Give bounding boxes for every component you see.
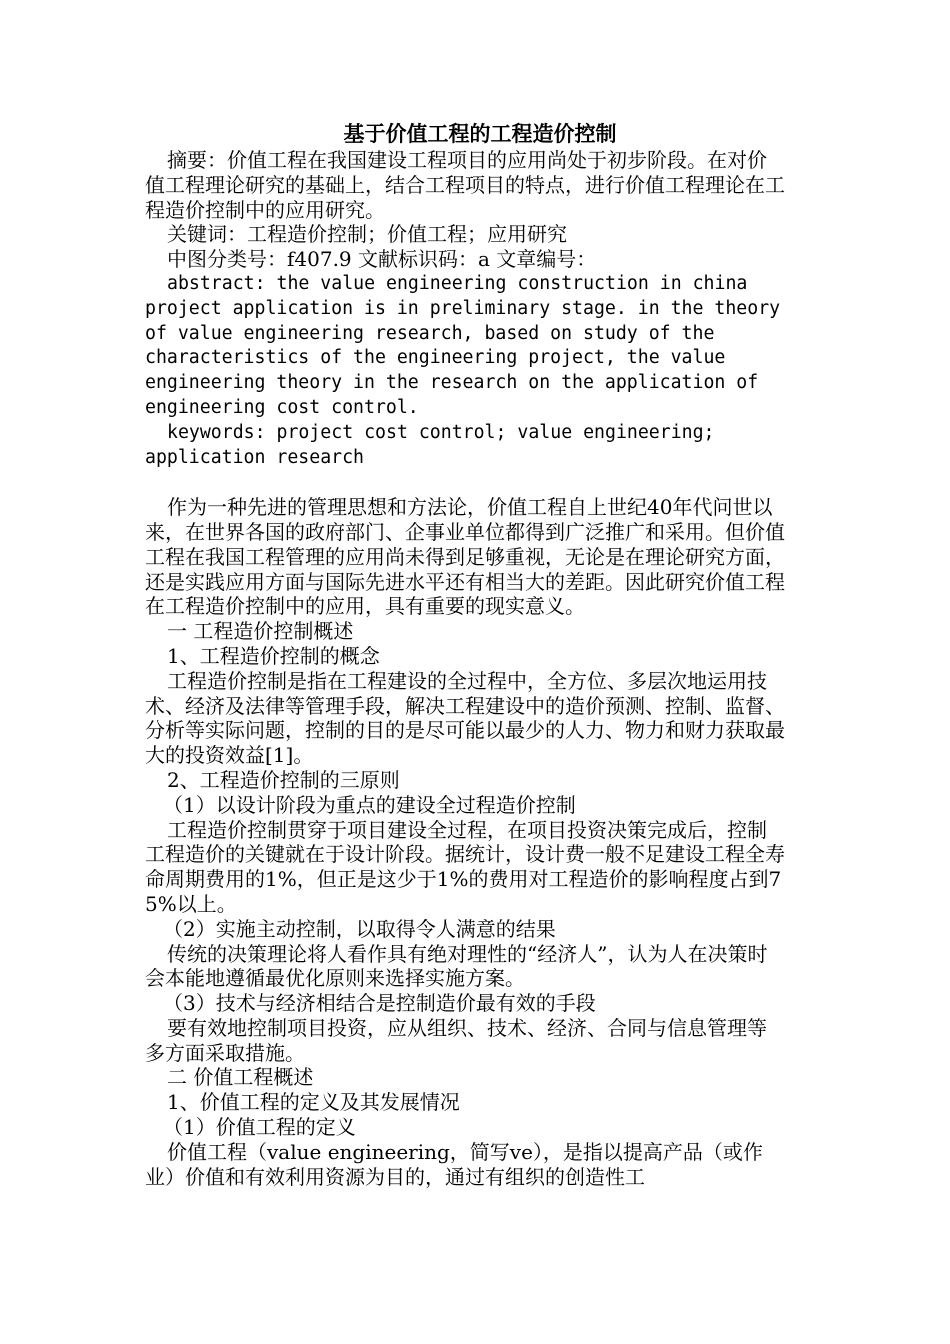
abstract-en: abstract: the value engineering construction in china project application is in preliminary stage. in the theory of value engineering research, based on study of the characteristics of the engineering project, the value engineering theory in the research on the application of engineering cost control. — [145, 272, 781, 418]
document-title: 基于价值工程的工程造价控制 — [343, 122, 617, 146]
principle-heading-3: （3）技术与经济相结合是控制造价最有效的手段 — [163, 991, 596, 1016]
intro-paragraph: 作为一种先进的管理思想和方法论，价值工程自上世纪40年代问世以来，在世界各国的政府部门、企事业单位都得到广泛推广和采用。但价值工程在我国工程管理的应用尚未得到足够重视，无论是在理论研究方面，还是实践应用方面与国际先进水平还有相当大的差距。因此研究价值工程在工程造价控制中的应用，具有重要的现实意义。 — [145, 495, 785, 619]
subsection-heading-1-2: 2、工程造价控制的三原则 — [167, 767, 400, 792]
classification-line: 中图分类号：f407.9 文献标识码：a 文章编号： — [167, 247, 597, 272]
subsection-heading-2-1: 1、价值工程的定义及其发展情况 — [167, 1090, 460, 1115]
keywords-en: keywords: project cost control; value engineering; application research — [145, 421, 715, 468]
definition-heading: （1）价值工程的定义 — [163, 1115, 356, 1140]
blank-line — [145, 470, 785, 495]
principle-text-2: 传统的决策理论将人看作具有绝对理性的“经济人”，认为人在决策时会本能地遵循最优化原则来选择实施方案。 — [145, 941, 768, 991]
principle-text-3: 要有效地控制项目投资，应从组织、技术、经济、合同与信息管理等多方面采取措施。 — [145, 1015, 767, 1065]
section-heading-2: 二 价值工程概述 — [167, 1065, 314, 1090]
subsection-heading-1-1: 1、工程造价控制的概念 — [167, 643, 380, 668]
principle-heading-2: （2）实施主动控制，以取得令人满意的结果 — [163, 916, 556, 941]
keywords-cn: 关键词：工程造价控制；价值工程；应用研究 — [167, 222, 567, 247]
paragraph-1-1: 工程造价控制是指在工程建设的全过程中，全方位、多层次地运用技术、经济及法律等管理手段，解决工程建设中的造价预测、控制、监督、分析等实际问题，控制的目的是尽可能以最少的人力、物力和财力获取最大的投资效益[1]。 — [145, 668, 785, 768]
abstract-cn: 摘要：价值工程在我国建设工程项目的应用尚处于初步阶段。在对价值工程理论研究的基础上，结合工程项目的特点，进行价值工程理论在工程造价控制中的应用研究。 — [145, 148, 785, 222]
section-heading-1: 一 工程造价控制概述 — [167, 619, 354, 644]
principle-heading-1: （1）以设计阶段为重点的建设全过程造价控制 — [163, 792, 576, 817]
definition-text: 价值工程（value engineering，简写ve），是指以提高产品（或作业）价值和有效利用资源为目的，通过有组织的创造性工 — [145, 1139, 763, 1189]
principle-text-1: 工程造价控制贯穿于项目建设全过程，在项目投资决策完成后，控制工程造价的关键就在于设计阶段。据统计，设计费一般不足建设工程全寿命周期费用的1%，但正是这少于1%的费用对工程造价的影响程度占到75%以上。 — [145, 817, 785, 916]
document-body — [145, 120, 785, 1189]
